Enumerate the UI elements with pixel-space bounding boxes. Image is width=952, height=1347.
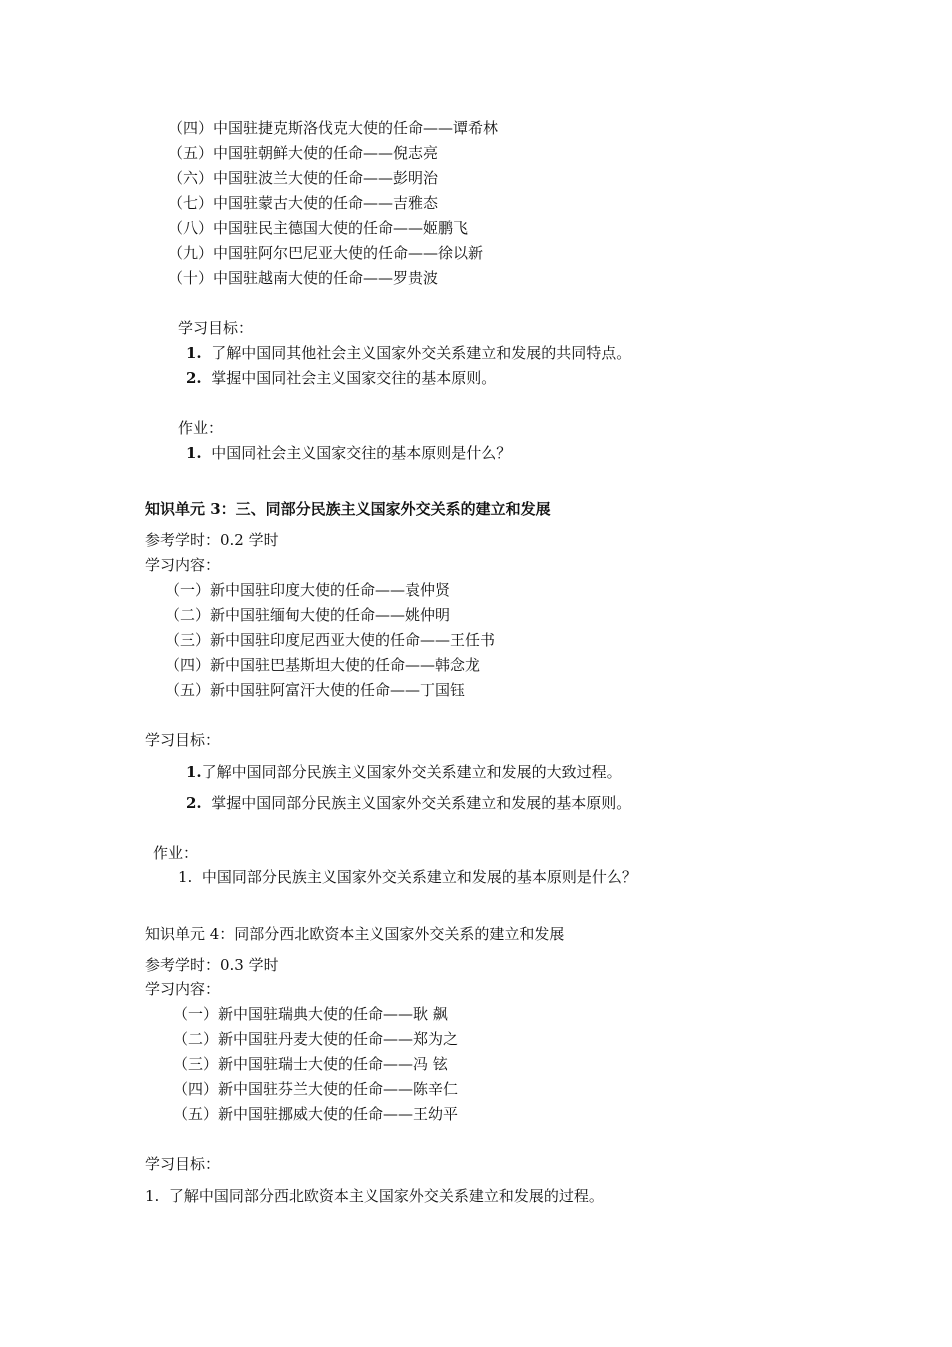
goal-number: 1. [145, 1187, 160, 1205]
goal-text: 了解中国同部分西北欧资本主义国家外交关系建立和发展的过程。 [168, 1187, 604, 1205]
goal-number: 1. [186, 763, 202, 781]
goal-item [186, 368, 496, 388]
homework-label: 作业： [178, 419, 224, 437]
goal-text: 掌握中国同社会主义国家交往的基本原则。 [211, 369, 497, 387]
content-item: （二）新中国驻丹麦大使的任命——郑为之 [173, 1030, 459, 1048]
unit-title: 知识单元 4：同部分西北欧资本主义国家外交关系的建立和发展 [145, 925, 565, 943]
content-item: （三）新中国驻瑞士大使的任命——冯 铉 [173, 1055, 448, 1073]
homework-label: 作业： [153, 844, 199, 862]
content-item: （七）中国驻蒙古大使的任命——吉雅态 [168, 194, 439, 212]
content-item: （一）新中国驻印度大使的任命——袁仲贤 [165, 581, 451, 599]
content-item: （二）新中国驻缅甸大使的任命——姚仲明 [165, 606, 451, 624]
content-item: （三）新中国驻印度尼西亚大使的任命——王任书 [165, 631, 496, 649]
goal-item [186, 343, 631, 363]
content-label: 学习内容： [145, 980, 221, 998]
homework-number: 1. [178, 868, 193, 886]
content-label: 学习内容： [145, 556, 221, 574]
homework-text: 中国同社会主义国家交往的基本原则是什么？ [211, 444, 512, 462]
goals-label: 学习目标： [145, 731, 221, 749]
goal-text: 了解中国同其他社会主义国家外交关系建立和发展的共同特点。 [211, 344, 632, 362]
homework-item [186, 443, 511, 463]
content-item: （四）新中国驻巴基斯坦大使的任命——韩念龙 [165, 656, 481, 674]
goal-item [145, 1186, 604, 1206]
content-item: （八）中国驻民主德国大使的任命——姬鹏飞 [168, 219, 469, 237]
goal-number: 2. [186, 794, 202, 812]
goal-item [186, 793, 631, 813]
goals-label: 学习目标： [178, 319, 254, 337]
content-item: （十）中国驻越南大使的任命——罗贵波 [168, 269, 439, 287]
content-item: （四）新中国驻芬兰大使的任命——陈辛仁 [173, 1080, 459, 1098]
goal-number: 1. [186, 344, 202, 362]
unit-hours: 参考学时：0.2 学时 [145, 531, 279, 549]
goal-text: 掌握中国同部分民族主义国家外交关系建立和发展的基本原则。 [211, 794, 632, 812]
goal-text: 了解中国同部分民族主义国家外交关系建立和发展的大致过程。 [201, 763, 622, 781]
goal-number: 2. [186, 369, 202, 387]
content-item: （九）中国驻阿尔巴尼亚大使的任命——徐以新 [168, 244, 484, 262]
unit-title: 知识单元 3：三、同部分民族主义国家外交关系的建立和发展 [145, 500, 551, 518]
content-item: （五）中国驻朝鲜大使的任命——倪志亮 [168, 144, 439, 162]
content-item: （一）新中国驻瑞典大使的任命——耿 飙 [173, 1005, 448, 1023]
content-item: （五）新中国驻挪威大使的任命——王幼平 [173, 1105, 459, 1123]
homework-number: 1. [186, 444, 202, 462]
goals-label: 学习目标： [145, 1155, 221, 1173]
goal-item [186, 762, 622, 782]
unit-hours: 参考学时：0.3 学时 [145, 956, 279, 974]
content-item: （四）中国驻捷克斯洛伐克大使的任命——谭希林 [168, 119, 499, 137]
homework-item [178, 867, 637, 887]
homework-text: 中国同部分民族主义国家外交关系建立和发展的基本原则是什么？ [201, 868, 637, 886]
content-item: （五）新中国驻阿富汗大使的任命——丁国钰 [165, 681, 466, 699]
content-item: （六）中国驻波兰大使的任命——彭明治 [168, 169, 439, 187]
